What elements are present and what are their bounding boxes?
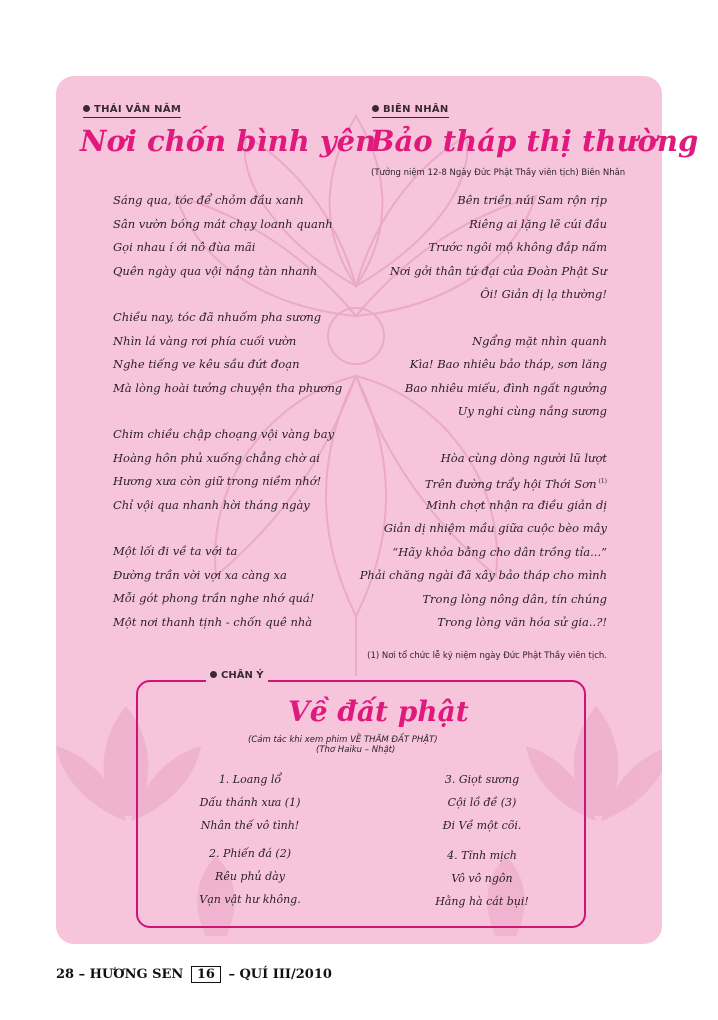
bullet-icon — [210, 671, 217, 678]
poem-line — [360, 213, 607, 237]
haiku-line: 3. Giọt sương — [444, 773, 520, 786]
haiku-2 — [170, 842, 330, 911]
haiku-1 — [170, 768, 330, 837]
poem-line-text: Hương xưa còn giữ trong niềm nhớ! — [113, 474, 322, 488]
box-subtitle-2: (Thơ Haiku – Nhật) — [316, 745, 396, 755]
haiku-line: 1. Loang lổ — [218, 773, 282, 786]
poem-line — [113, 189, 342, 213]
poem-line-text: Gọi nhau í ới nô đùa mãi — [113, 240, 256, 254]
right-author: BIÊN NHÂN — [372, 104, 449, 118]
stanza-gap — [360, 307, 607, 330]
poem-line-text: Nhìn lá vàng rơi phía cuối vườn — [113, 333, 297, 348]
footer-left: 28 – HƯƠNG SEN — [56, 967, 184, 982]
poem-line-text: Chiều nay, tóc đã nhuốm pha sương — [113, 310, 322, 324]
poem-line — [113, 353, 342, 377]
footer-right: – QUÍ III/2010 — [228, 967, 332, 982]
poem-line — [113, 377, 342, 401]
poem-line-text: Kìa! Bao nhiêu bảo tháp, sơn lăng — [409, 357, 607, 371]
bullet-icon — [372, 105, 379, 112]
poem-line — [113, 494, 342, 518]
poem-line — [360, 517, 607, 541]
poem-line-text: Nghe tiếng ve kêu sầu đứt đoạn — [113, 357, 300, 371]
left-author: THÁI VĂN NĂM — [83, 104, 181, 118]
poem-line — [360, 283, 607, 307]
poem-line-text: Hòa cùng dòng người lũ lượt — [440, 450, 607, 465]
poem-line-text: Mà lòng hoài tưởng chuyện tha phương — [113, 380, 343, 395]
poem-line — [113, 260, 342, 284]
poem-line — [360, 377, 607, 401]
haiku-4 — [402, 844, 562, 913]
box-title: Về đất phật — [288, 695, 469, 728]
poem-line-text: Trong lòng nông dân, tín chúng — [422, 591, 607, 606]
right-title: Bảo tháp thị thường — [370, 124, 699, 158]
poem-line — [360, 470, 607, 494]
poem-line — [360, 330, 607, 354]
poem-line-text: Trong lòng văn hóa sử gia..?! — [437, 615, 607, 629]
poem-line-text: Trên đường trẩy hội Thới Sơn — [424, 476, 597, 491]
poem-line-text: Uy nghi cùng nắng sương — [457, 404, 607, 418]
poem-line — [360, 353, 607, 377]
poem-line — [113, 423, 342, 447]
poem-line-text: Mình chợt nhận ra điều giản dị — [426, 497, 607, 512]
poem-line — [113, 564, 342, 588]
issue-number: 16 — [191, 966, 221, 983]
poem-line-text: Trước ngôi mộ không đắp nấm — [428, 240, 607, 254]
right-poem — [360, 189, 607, 635]
poem-line — [360, 400, 607, 424]
poem-line-text: Giản dị nhiệm mầu giữa cuộc bèo mây — [383, 521, 607, 535]
poem-line — [113, 587, 342, 611]
poem-line-text: Bên triền núi Sam rộn rịp — [457, 193, 607, 207]
poem-line — [360, 260, 607, 284]
poem-line-text: Nơi gởi thân tứ đại của Đoàn Phật Sư — [389, 263, 607, 278]
poem-line-text: Quên ngày qua vội nắng tàn nhanh — [113, 263, 318, 278]
poem-line-text: Ôi! Giản dị lạ thường! — [480, 287, 607, 301]
stanza-gap — [113, 283, 342, 306]
right-subtitle: (Tưởng niệm 12-8 Ngày Đức Phật Thầy viên tịch) Biên Nhân — [371, 168, 626, 178]
poem-line — [113, 330, 342, 354]
poem-line — [360, 189, 607, 213]
page-footer — [56, 966, 332, 983]
poem-line-text: Mỗi gót phong trần nghe nhớ quá! — [113, 591, 315, 605]
poem-line-text: Ngẩng mặt nhìn quanh — [472, 333, 607, 348]
stanza-gap — [113, 517, 342, 540]
poem-line — [113, 236, 342, 260]
poem-line — [360, 447, 607, 471]
poem-line-text: Chỉ vội qua nhanh hời tháng ngày — [113, 497, 310, 512]
haiku-3 — [402, 768, 562, 837]
haiku-line: 2. Phiến đá (2) — [208, 847, 292, 860]
haiku-line: Đi Về một cõi. — [442, 819, 522, 832]
poem-line-text: Phải chăng ngài đã xây bảo tháp cho mình — [359, 568, 607, 582]
poem-line-text: Bao nhiêu miếu, đình ngất ngưởng — [404, 380, 607, 395]
footnote: (1) Nơi tổ chức lễ kỷ niệm ngày Đức Phật Thầy viên tịch. — [367, 651, 607, 661]
poem-line-text: Riêng ai lặng lẽ cúi đầu — [469, 216, 607, 231]
poem-line-text: Một nơi thanh tịnh - chốn quê nhà — [113, 614, 313, 629]
poem-line-text: Đường trần vời vợi xa càng xa — [113, 567, 287, 582]
stanza-gap — [360, 424, 607, 447]
poem-line — [113, 470, 342, 494]
haiku-line: Nhân thế vô tình! — [200, 819, 300, 832]
poem-line-text: Chim chiều chập choạng vội vàng bay — [113, 427, 335, 441]
poem-line — [360, 541, 607, 565]
poem-line-text: Hoàng hôn phủ xuống chẳng chờ ai — [113, 450, 320, 465]
poem-line-text: Sân vườn bóng mát chạy loanh quanh — [113, 216, 333, 231]
box-subtitle: (Cảm tác khi xem phim VỀ THĂM ĐẤT PHẬT) — [248, 735, 438, 745]
haiku-line: Rêu phủ dày — [215, 870, 285, 883]
poem-line — [360, 236, 607, 260]
haiku-line: Dấu thánh xưa (1) — [199, 796, 301, 809]
stanza-gap — [113, 400, 342, 423]
poem-line-text: Sáng qua, tóc để chỏm đầu xanh — [113, 193, 304, 207]
poem-line — [113, 447, 342, 471]
poem-line-text: Một lối đi về ta với ta — [113, 544, 238, 558]
poem-line — [360, 564, 607, 588]
poem-line — [360, 588, 607, 612]
poem-line — [360, 494, 607, 518]
poem-line — [113, 611, 342, 635]
haiku-line: Vô vô ngôn — [451, 872, 513, 885]
box-author: CHÂN Ý — [206, 670, 268, 683]
poem-line — [360, 611, 607, 635]
haiku-line: Vạn vật hư không. — [199, 893, 301, 906]
poem-line — [113, 306, 342, 330]
bullet-icon — [83, 105, 90, 112]
haiku-line: Cội lồ đề (3) — [447, 796, 517, 809]
haiku-line: Hằng hà cát bụi! — [435, 895, 529, 908]
footnote-marker: (1) — [598, 478, 607, 485]
poem-line-text: “Hãy khỏa bằng cho dân trồng tỉa...” — [392, 544, 607, 559]
poem-line — [113, 540, 342, 564]
left-title: Nơi chốn bình yên — [80, 124, 377, 158]
left-poem — [113, 189, 342, 634]
poem-line — [113, 213, 342, 237]
haiku-line: 4. Tĩnh mịch — [447, 849, 517, 862]
